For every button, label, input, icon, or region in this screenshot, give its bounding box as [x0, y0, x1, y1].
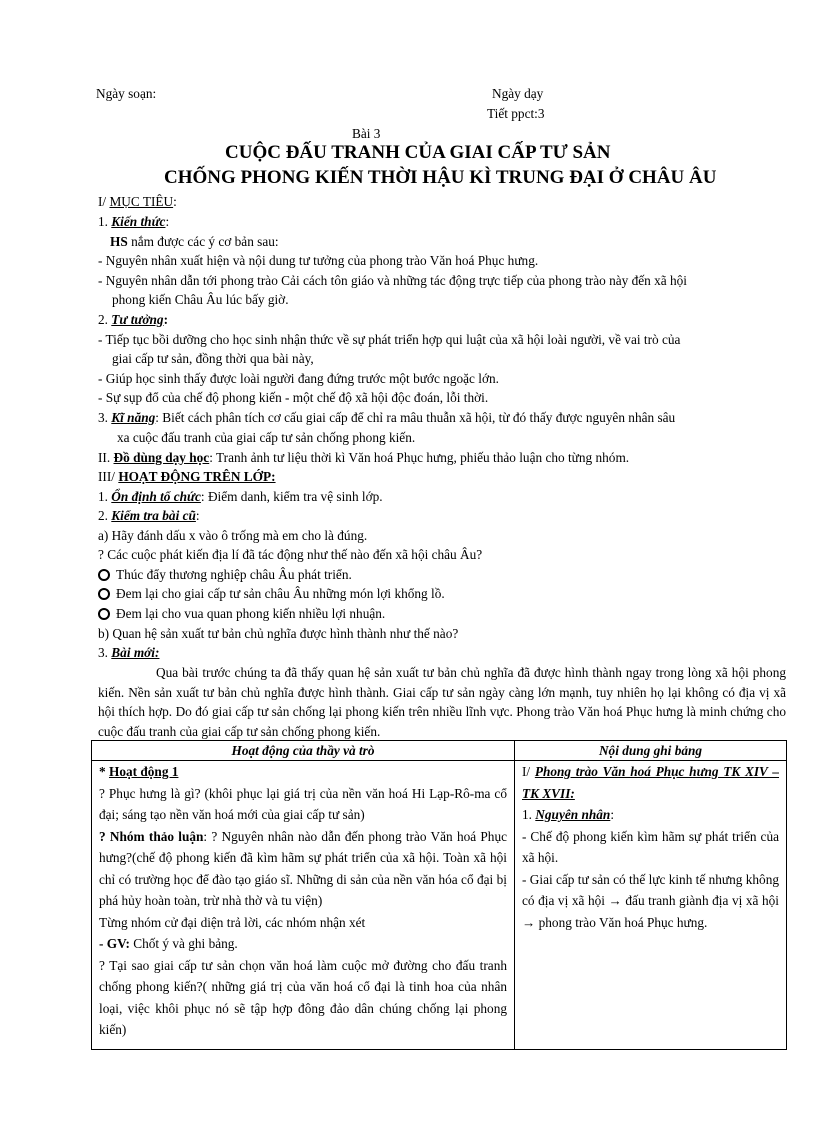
- ki-nang-cont: xa cuộc đấu tranh của giai cấp tư sản chống phong kiến.: [117, 430, 416, 445]
- option-circle-icon[interactable]: [98, 608, 110, 620]
- activity-p1: ? Phục hưng là gì? (khôi phục lại giá trị của nền văn hoá Hi Lạp-Rô-ma cổ đại; sáng tạo nền văn hoá mới của giai cấp tư sản): [99, 785, 507, 822]
- kiem-tra-bai-cu: 2. Kiểm tra bài cũ:: [98, 508, 200, 523]
- lesson-table: [91, 740, 787, 1050]
- option-1[interactable]: Thúc đẩy thương nghiệp châu Âu phát triển.: [98, 565, 352, 585]
- kien-thuc-2-cont: phong kiến Châu Âu lúc bấy giờ.: [112, 292, 289, 307]
- question-intro: ? Các cuộc phát kiến địa lí đã tác động như thế nào đến xã hội châu Âu?: [98, 547, 483, 562]
- option-2[interactable]: Đem lại cho giai cấp tư sản châu Âu những món lợi khổng lồ.: [98, 584, 445, 604]
- kien-thuc-2: - Nguyên nhân dẫn tới phong trào Cải cách tôn giáo và những tác động trực tiếp của phong trào này đến xã hội: [98, 273, 687, 288]
- title-line-2: CHỐNG PHONG KIẾN THỜI HẬU KÌ TRUNG ĐẠI Ở CHÂU ÂU: [164, 167, 717, 188]
- kien-thuc-heading: 1. Kiến thức:: [98, 214, 170, 229]
- tu-tuong-2: - Giúp học sinh thấy được loài người đang đứng trước một bước ngoặc lớn.: [98, 371, 499, 386]
- ngay-soan: Ngày soạn:: [96, 86, 157, 101]
- lesson-number: Bài 3: [352, 126, 381, 141]
- activity-p5: ? Tại sao giai cấp tư sản chọn văn hoá làm cuộc mở đường cho đấu tranh chống phong kiến?( những giá trị của văn hoá cổ đại là tinh hoa của nhân loại, việc khôi phục nó sẽ tập hợp đông đảo dân chúng chống lại phong kiến): [99, 957, 507, 1037]
- tu-tuong-1-cont: giai cấp tư sản, đồng thời qua bài này,: [112, 351, 314, 366]
- title-line-1: CUỘC ĐẤU TRANH CỦA GIAI CẤP TƯ SẢN: [225, 142, 611, 163]
- table-header-row: [92, 741, 787, 761]
- nguyen-nhan-heading: 1. Nguyên nhân:: [522, 807, 615, 822]
- tu-tuong-1: - Tiếp tục bồi dưỡng cho học sinh nhận thức về sự phát triển hợp qui luật của xã hội loài người, về vai trò của: [98, 332, 681, 347]
- activity-p4: - GV: Chốt ý và ghi bảng.: [99, 936, 238, 951]
- tiet-ppct: Tiết ppct:3: [487, 106, 545, 121]
- activity-p3: Từng nhóm cử đại diện trả lời, các nhóm nhận xét: [99, 914, 366, 930]
- option-circle-icon[interactable]: [98, 569, 110, 581]
- table-head-left: Hoạt động của thầy và trò: [92, 741, 515, 761]
- hoat-dong-1: * Hoạt động 1: [99, 764, 179, 779]
- option-circle-icon[interactable]: [98, 588, 110, 600]
- ki-nang: 3. Kĩ năng: Biết cách phân tích cơ cấu giai cấp để chỉ ra mâu thuẫn xã hội, từ đó thấy được nguyên nhân sâu: [98, 410, 676, 425]
- do-dung-day-hoc: II. Đồ dùng dạy học: Tranh ảnh tư liệu thời kì Văn hoá Phục hưng, phiếu thảo luận cho từng nhóm.: [98, 450, 630, 465]
- section-title: I/ Phong trào Văn hoá Phục hưng TK XIV – TK XVII:: [522, 764, 780, 801]
- teacher-student-activities: [92, 761, 515, 1050]
- board-r1: - Chế độ phong kiến kìm hãm sự phát triển của xã hội.: [522, 828, 779, 865]
- kien-thuc-1: - Nguyên nhân xuất hiện và nội dung tư tưởng của phong trào Văn hoá Phục hưng.: [98, 253, 539, 268]
- board-r2: - Giai cấp tư sản có thế lực kinh tế nhưng không có địa vị xã hội → đấu tranh giành địa vị xã hội → phong trào Văn hoá Phục hưng.: [522, 871, 779, 930]
- board-content: [515, 761, 787, 1050]
- tu-tuong-heading: 2. Tư tưởng:: [98, 312, 168, 327]
- hs-intro: HS nắm được các ý cơ bản sau:: [110, 234, 279, 249]
- hoat-dong-heading: III/ HOẠT ĐỘNG TRÊN LỚP:: [98, 469, 276, 484]
- question-a: a) Hãy đánh dấu x vào ô trống mà em cho là đúng.: [98, 528, 368, 543]
- question-b: b) Quan hệ sản xuất tư bản chủ nghĩa được hình thành như thế nào?: [98, 626, 459, 641]
- table-head-right: Nội dung ghi bảng: [515, 741, 787, 761]
- bai-moi-heading: 3. Bài mới:: [98, 645, 160, 660]
- muc-tieu-heading: I/ MỤC TIÊU:: [98, 194, 177, 209]
- bai-moi-intro: Qua bài trước chúng ta đã thấy quan hệ sản xuất tư bản chủ nghĩa đã được hình thành ngay trong lòng xã hội phong kiến. Nền sản xuất tư bản chủ nghĩa được hình thành. Giai cấp tư sản ngày càng lớn mạnh, tuy nhiên họ lại không có địa vị xã hội thích hợp. Do đó giai cấp tư sản chống lại phong kiến trên nhiều lĩnh vực. Phong trào Văn hoá Phục hưng là minh chứng cho cuộc đấu tranh của giai cấp tư sản chống phong kiến.: [98, 665, 786, 739]
- ngay-day: Ngày dạy: [492, 86, 544, 101]
- table-row: [92, 761, 787, 1050]
- on-dinh-to-chuc: 1. Ổn định tổ chức: Điểm danh, kiểm tra vệ sinh lớp.: [98, 489, 383, 504]
- option-3[interactable]: Đem lại cho vua quan phong kiến nhiều lợi nhuận.: [98, 604, 385, 624]
- tu-tuong-3: - Sự sụp đổ của chế độ phong kiến - một chế độ xã hội độc đoán, lỗi thời.: [98, 390, 489, 405]
- activity-p2: ? Nhóm thảo luận: ? Nguyên nhân nào dẫn đến phong trào Văn hoá Phục hưng?(chế độ phong kiến đã kìm hãm sự phát triển của xã hội. Toàn xã hội chỉ có trường học để đào tạo giáo sĩ. Những di sản của nền văn hóa cổ đại bị phá hủy hoàn toàn, trừ nhà thờ và tu viện): [99, 828, 507, 908]
